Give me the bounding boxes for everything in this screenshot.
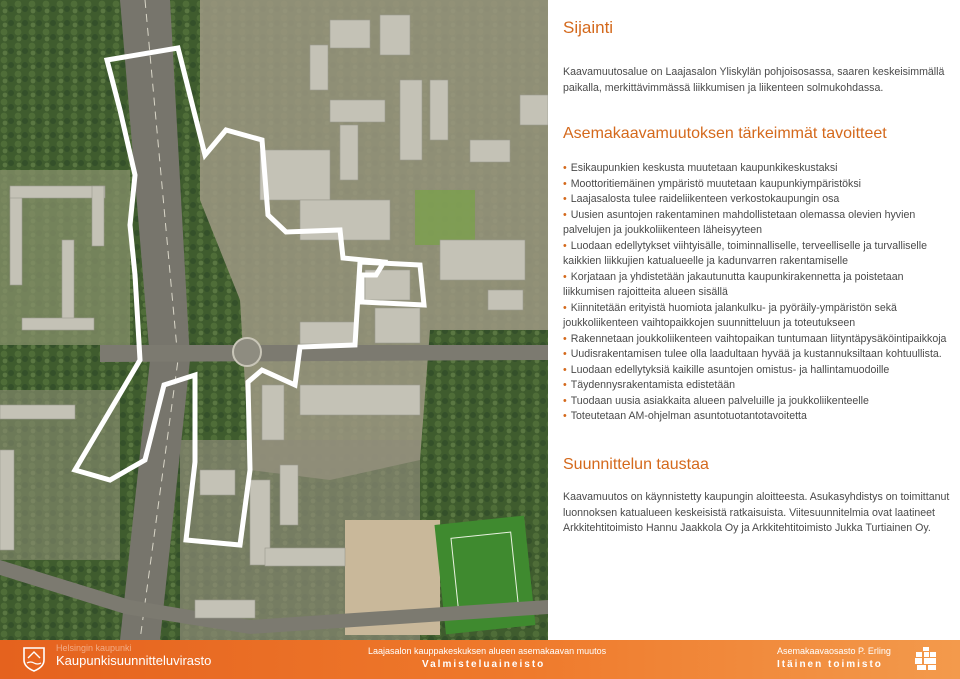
helsinki-crest-icon <box>22 646 46 677</box>
goal-item: • Luodaan edellytykset viihtyisälle, toiminnalliselle, terveelliselle ja turvalliselle kaikkien liikkujien katualueelle ja kadunvarren rakentamiselle <box>563 239 953 270</box>
office: Itäinen toimisto <box>777 659 883 670</box>
text-panel <box>563 0 953 640</box>
goal-item: • Moottoritiemäinen ympäristö muutetaan kaupunkiympäristöksi <box>563 177 953 193</box>
goals-title: Asemakaavamuutoksen tärkeimmät tavoitteet <box>563 125 887 142</box>
goal-item: • Tuodaan uusia asiakkaita alueen palveluille ja joukkoliikenteelle <box>563 394 953 410</box>
goal-item: • Toteutetaan AM-ohjelman asuntotuotantotavoitetta <box>563 409 953 425</box>
goal-item: • Kiinnitetään erityistä huomiota jalankulku- ja pyöräily-ympäristön sekä joukkoliikenteen vaihtopaikkojen suunnitteluun ja toteutukseen <box>563 301 953 332</box>
goal-item: • Rakennetaan joukkoliikenteen vaihtopaikan tuntumaan liityntäpysäköintipaikkoja <box>563 332 953 348</box>
dept: Asemakaavaosasto P. Erling <box>777 646 891 656</box>
location-title: Sijainti <box>563 18 614 37</box>
goal-item: • Esikaupunkien keskusta muutetaan kaupunkikeskustaksi <box>563 161 953 177</box>
org-top: Helsingin kaupunki <box>56 643 132 653</box>
goal-item: • Uusien asuntojen rakentaminen mahdollistetaan olemassa olevien hyvien palvelujen ja joukkoliikenteen läheisyyteen <box>563 208 953 239</box>
background-title: Suunnittelun taustaa <box>563 456 709 473</box>
goal-item: • Korjataan ja yhdistetään jakautunutta kaupunkirakennetta ja poistetaan liikkumisen rajoitteita alueen sisällä <box>563 270 953 301</box>
district-map-icon <box>913 646 939 677</box>
goal-item: • Täydennysrakentamista edistetään <box>563 378 953 394</box>
org-name: Kaupunkisuunnitteluvirasto <box>56 653 212 668</box>
background-body: Kaavamuutos on käynnistetty kaupungin aloitteesta. Asukasyhdistys on toimittanut luonnoksen katualueen keskeisistä ratkaisuista. Viitesuunnitelmia ovat laatineet Arkkitehtitoimisto Hannu Jaakkola Oy ja Arkkitehtitoimisto Jukka Turtiainen Oy. <box>563 491 950 534</box>
doc-title: Laajasalon kauppakeskuksen alueen asemakaavan muutos <box>368 646 607 656</box>
location-body: Kaavamuutosalue on Laajasalon Yliskylän pohjoisosassa, saaren keskeisimmällä paikalla, merkittävimmässä liikkumisen ja liikenteen solmukohdassa. <box>563 66 945 94</box>
goals-list <box>563 161 953 425</box>
goal-item: • Uudisrakentamisen tulee olla laadultaan hyvää ja kustannuksiltaan kohtuullista. <box>563 347 953 363</box>
doc-stage: Valmisteluaineisto <box>422 659 546 670</box>
goal-item: • Luodaan edellytyksiä kaikille asuntojen omistus- ja hallintamuodoille <box>563 363 953 379</box>
footer-bar <box>0 640 960 679</box>
goal-item: • Laajasalosta tulee raideliikenteen verkostokaupungin osa <box>563 192 953 208</box>
